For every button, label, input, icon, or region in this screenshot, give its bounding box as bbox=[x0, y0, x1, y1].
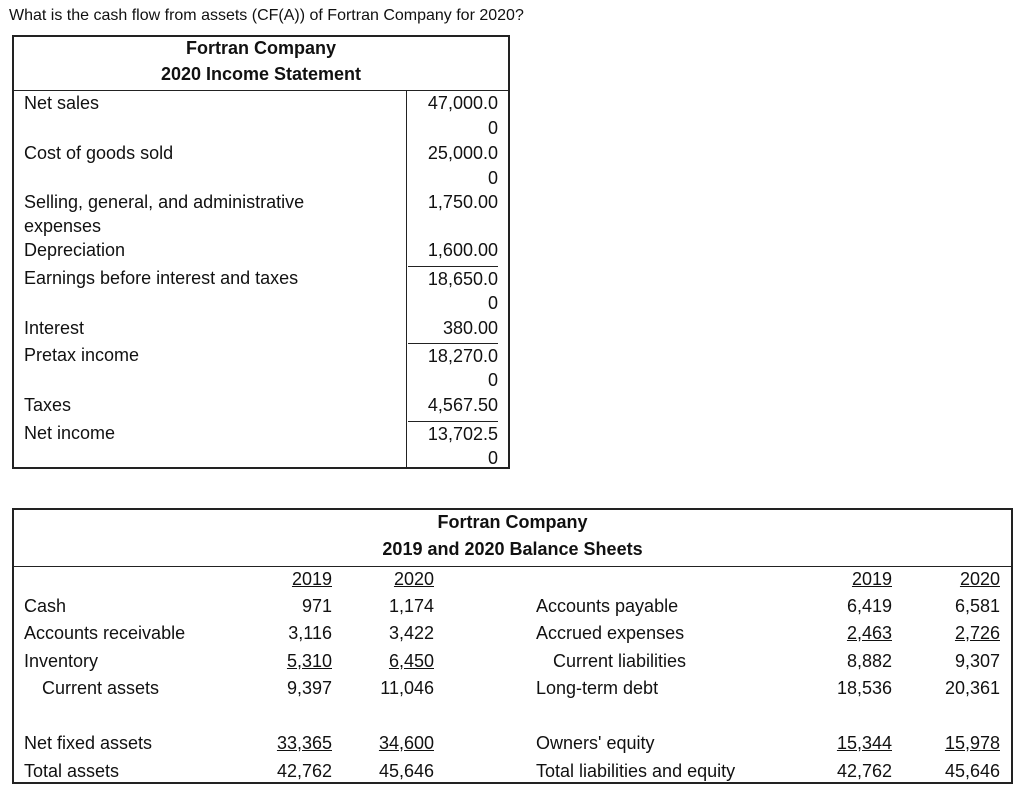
row-value: 1,600.00 bbox=[427, 240, 498, 260]
column-divider bbox=[406, 90, 407, 467]
row-value-wrap: 0 bbox=[487, 448, 498, 468]
row-value: 1,750.00 bbox=[427, 192, 498, 212]
row-label: Selling, general, and administrative bbox=[24, 192, 305, 212]
liab-ap-2020: 6,581 bbox=[954, 596, 1000, 616]
asset-label-current: Current assets bbox=[42, 678, 160, 698]
row-value: 380.00 bbox=[442, 318, 498, 338]
asset-ar-2020: 3,422 bbox=[388, 623, 434, 643]
row-label: Taxes bbox=[24, 395, 72, 415]
income-statement-company: Fortran Company bbox=[185, 38, 336, 58]
row-value-wrap: 0 bbox=[487, 168, 498, 188]
liab-label-current: Current liabilities bbox=[553, 651, 687, 671]
row-value: 13,702.5 bbox=[408, 421, 498, 446]
question-text: What is the cash flow from assets (CF(A)) of Fortran Company for 2020? bbox=[9, 7, 524, 24]
liab-label-total: Total liabilities and equity bbox=[536, 761, 736, 781]
balance-sheet-title: 2019 and 2020 Balance Sheets bbox=[382, 539, 643, 559]
row-label: Net income bbox=[24, 423, 116, 443]
liab-ap-2019: 6,419 bbox=[846, 596, 892, 616]
row-label: Earnings before interest and taxes bbox=[24, 268, 299, 288]
row-label: Pretax income bbox=[24, 345, 140, 365]
asset-cash-2020: 1,174 bbox=[388, 596, 434, 616]
income-statement-header bbox=[14, 37, 508, 91]
assets-year-2020: 2020 bbox=[393, 569, 434, 589]
asset-label-inventory: Inventory bbox=[24, 651, 99, 671]
asset-current-2019: 9,397 bbox=[286, 678, 332, 698]
row-value-wrap: 0 bbox=[487, 118, 498, 138]
row-label-wrap: expenses bbox=[24, 216, 102, 236]
liab-year-2020: 2020 bbox=[959, 569, 1000, 589]
asset-total-2019: 42,762 bbox=[276, 761, 332, 781]
asset-label-total: Total assets bbox=[24, 761, 120, 781]
asset-inventory-2019: 5,310 bbox=[286, 651, 332, 671]
asset-cash-2019: 971 bbox=[301, 596, 332, 616]
row-label: Depreciation bbox=[24, 240, 126, 260]
asset-current-2020: 11,046 bbox=[380, 678, 434, 698]
income-statement-table bbox=[12, 35, 510, 469]
liab-ltd-2020: 20,361 bbox=[944, 678, 1000, 698]
liab-label-ltd: Long-term debt bbox=[536, 678, 659, 698]
liab-label-ap: Accounts payable bbox=[536, 596, 679, 616]
liab-total-2019: 42,762 bbox=[836, 761, 892, 781]
balance-sheet-header bbox=[14, 510, 1011, 567]
row-value-wrap: 0 bbox=[487, 293, 498, 313]
row-value: 25,000.0 bbox=[427, 143, 498, 163]
asset-total-2020: 45,646 bbox=[378, 761, 434, 781]
asset-label-fixed: Net fixed assets bbox=[24, 733, 153, 753]
row-value: 18,650.0 bbox=[408, 266, 498, 291]
row-value: 4,567.50 bbox=[427, 395, 498, 415]
liab-ltd-2019: 18,536 bbox=[836, 678, 892, 698]
liab-equity-2020: 15,978 bbox=[944, 733, 1000, 753]
liab-year-2019: 2019 bbox=[851, 569, 892, 589]
asset-fixed-2020: 34,600 bbox=[378, 733, 434, 753]
liab-equity-2019: 15,344 bbox=[836, 733, 892, 753]
liab-current-2019: 8,882 bbox=[846, 651, 892, 671]
liab-label-equity: Owners' equity bbox=[536, 733, 655, 753]
row-value: 18,270.0 bbox=[408, 343, 498, 368]
row-value-wrap: 0 bbox=[487, 370, 498, 390]
asset-label-ar: Accounts receivable bbox=[24, 623, 186, 643]
asset-label-cash: Cash bbox=[24, 596, 67, 616]
liab-current-2020: 9,307 bbox=[954, 651, 1000, 671]
liab-accrued-2019: 2,463 bbox=[846, 623, 892, 643]
asset-ar-2019: 3,116 bbox=[288, 623, 332, 643]
row-label: Interest bbox=[24, 318, 85, 338]
income-statement-title: 2020 Income Statement bbox=[160, 64, 362, 84]
balance-sheet-company: Fortran Company bbox=[437, 512, 588, 532]
assets-year-2019: 2019 bbox=[291, 569, 332, 589]
liab-total-2020: 45,646 bbox=[944, 761, 1000, 781]
asset-inventory-2020: 6,450 bbox=[388, 651, 434, 671]
liab-label-accrued: Accrued expenses bbox=[536, 623, 685, 643]
asset-fixed-2019: 33,365 bbox=[276, 733, 332, 753]
balance-sheet-table bbox=[12, 508, 1013, 784]
row-value: 47,000.0 bbox=[427, 93, 498, 113]
liab-accrued-2020: 2,726 bbox=[954, 623, 1000, 643]
row-label: Cost of goods sold bbox=[24, 143, 174, 163]
row-label: Net sales bbox=[24, 93, 100, 113]
